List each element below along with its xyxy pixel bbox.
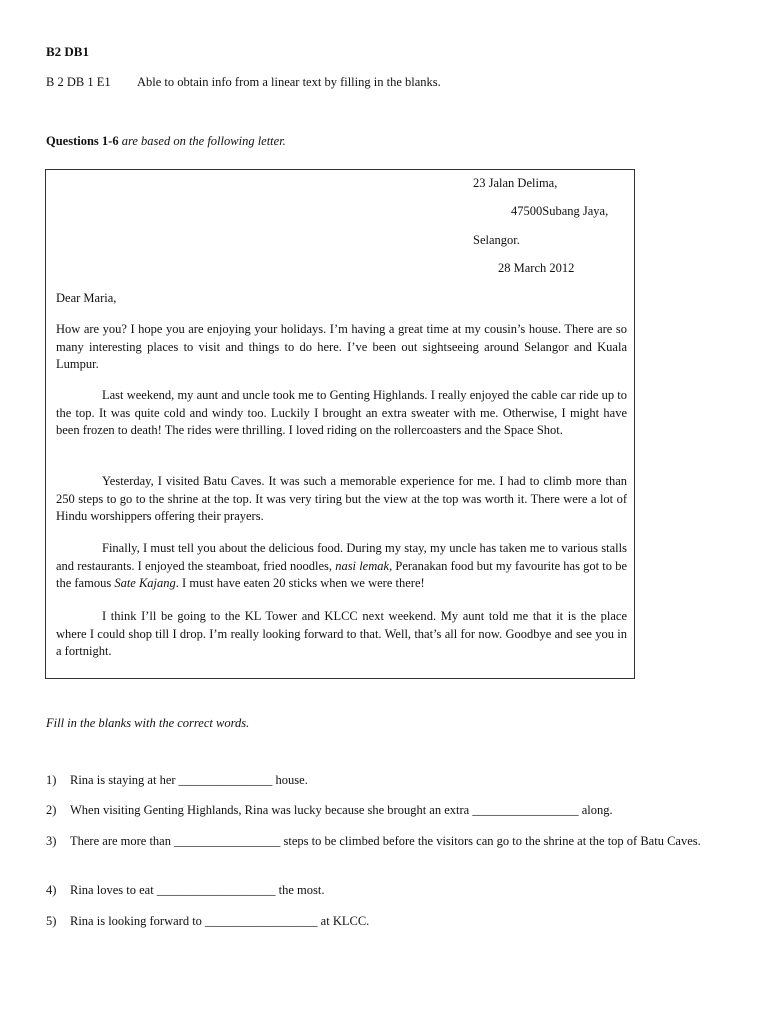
letter-paragraph: Yesterday, I visited Batu Caves. It was such a memorable experience for me. I had to climb more than 250 steps to go to the shrine at the top. It was very tiring but the view at the top was worth it. There were a lot of Hindu worshippers offering their prayers. bbox=[56, 474, 627, 523]
question-number: 5) bbox=[46, 914, 57, 928]
paragraph-italic-text: nasi lemak bbox=[335, 558, 390, 573]
question-text: Rina is staying at her _______________ house. bbox=[70, 773, 308, 787]
letter-date: 28 March 2012 bbox=[498, 261, 575, 275]
question-text: Rina loves to eat ___________________ the most. bbox=[70, 883, 325, 897]
page-title: B2 DB1 bbox=[46, 44, 89, 59]
questions-intro bbox=[46, 134, 286, 149]
question-text: Rina is looking forward to __________________ at KLCC. bbox=[70, 914, 370, 928]
address-line: 47500Subang Jaya, bbox=[511, 204, 609, 218]
paragraph-text: , Peranakan food but my favourite has got to be the famous bbox=[56, 558, 628, 590]
paragraph-text: . I must have eaten 20 sticks when we were there! bbox=[175, 576, 425, 590]
letter-paragraph: How are you? I hope you are enjoying your holidays. I’m having a great time at my cousin’s house. There are so many interesting places to visit and things to do here. I’ve been out sightseeing around Selangor and Kuala Lumpur. bbox=[56, 322, 627, 371]
descriptor-code: B 2 DB 1 E1 bbox=[46, 75, 111, 89]
questions-intro-italic: are based on the following letter. bbox=[118, 134, 286, 148]
letter-paragraph bbox=[56, 540, 627, 593]
question-number: 2) bbox=[46, 803, 57, 817]
address-line: Selangor. bbox=[473, 233, 520, 247]
descriptor-text: Able to obtain info from a linear text by filling in the blanks. bbox=[137, 75, 441, 89]
letter-salutation: Dear Maria, bbox=[56, 291, 117, 305]
question-number: 1) bbox=[46, 773, 57, 787]
question-number: 4) bbox=[46, 883, 57, 897]
paragraph-text: Finally, I must tell you about the delicious food. During my stay, my uncle has taken me to various stalls and restaurants. I enjoyed the steamboat, fried noodles, bbox=[56, 541, 627, 573]
instruction-text: Fill in the blanks with the correct words. bbox=[46, 716, 250, 730]
question-text: There are more than _________________ steps to be climbed before the visitors can go to the shrine at the top of Batu Caves. bbox=[70, 834, 701, 848]
question-number: 3) bbox=[46, 834, 57, 848]
question-text: When visiting Genting Highlands, Rina was lucky because she brought an extra _________________ along. bbox=[70, 803, 613, 817]
paragraph-italic-text: Sate Kajang bbox=[114, 576, 176, 590]
letter-box bbox=[45, 169, 635, 679]
letter-paragraph: I think I’ll be going to the KL Tower and KLCC next weekend. My aunt told me that it is the place where I could shop till I drop. I’m really looking forward to that. Well, that’s all for now. Goodbye and see you in a fortnight. bbox=[56, 609, 627, 658]
questions-intro-bold: Questions 1-6 bbox=[46, 134, 119, 148]
letter-paragraph: Last weekend, my aunt and uncle took me to Genting Highlands. I really enjoyed the cable car ride up to the top. It was quite cold and windy too. Luckily I brought an extra sweater with me. Otherwise, I might have been frozen to death! The rides were thrilling. I loved riding on the rollercoasters and the Space Shot. bbox=[56, 388, 627, 437]
address-line: 23 Jalan Delima, bbox=[473, 176, 558, 190]
